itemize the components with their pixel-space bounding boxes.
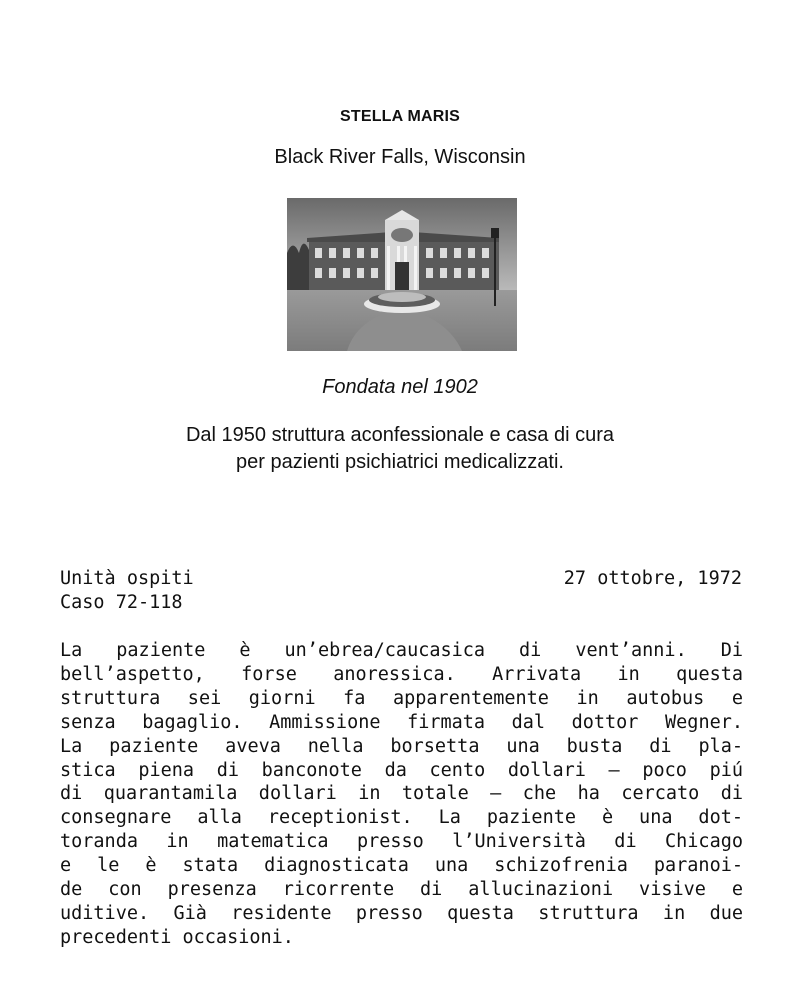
report-line: La paziente aveva nella borsetta una busta di pla- xyxy=(60,735,743,757)
report-line: struttura sei giorni fa apparentemente in autobus e xyxy=(60,687,743,709)
report-line: precedenti occasioni. xyxy=(60,926,294,948)
unit-label: Unità ospiti xyxy=(60,568,194,589)
institution-location: Black River Falls, Wisconsin xyxy=(274,146,526,168)
report-line: senza bagaglio. Ammissione firmata dal dottor Wegner. xyxy=(60,711,743,733)
case-number: Caso 72-118 xyxy=(60,592,183,613)
report-line: toranda in matematica presso l’Università di Chicago xyxy=(60,831,743,853)
building-illustration xyxy=(287,198,517,351)
report-line: uditive. Già residente presso questa struttura in due xyxy=(60,902,743,924)
institution-photo xyxy=(287,198,517,351)
report-line: stica piena di banconote da cento dollari – poco piú xyxy=(60,759,743,781)
report-line: La paziente è un’ebrea/caucasica di vent’anni. Di xyxy=(60,640,743,661)
report-line: consegnare alla receptionist. La paziente è una dot- xyxy=(60,807,743,829)
institution-name: STELLA MARIS xyxy=(339,108,461,125)
description-line: per pazienti psichiatrici medicalizzati. xyxy=(236,451,564,473)
report-line: di quarantamila dollari in totale – che ha cercato di xyxy=(60,783,743,805)
report-line: bell’aspetto, forse anoressica. Arrivata in questa xyxy=(60,663,743,685)
report-line: de con presenza ricorrente di allucinazioni visive e xyxy=(60,879,743,901)
description-line: Dal 1950 struttura aconfessionale e casa di cura xyxy=(185,424,615,446)
founded-year: Fondata nel 1902 xyxy=(322,376,478,398)
report-line: e le è stata diagnosticata una schizofrenia paranoi- xyxy=(60,855,743,877)
institution-description xyxy=(0,422,800,476)
record-date: 27 ottobre, 1972 xyxy=(563,568,742,589)
patient-report xyxy=(60,639,743,950)
